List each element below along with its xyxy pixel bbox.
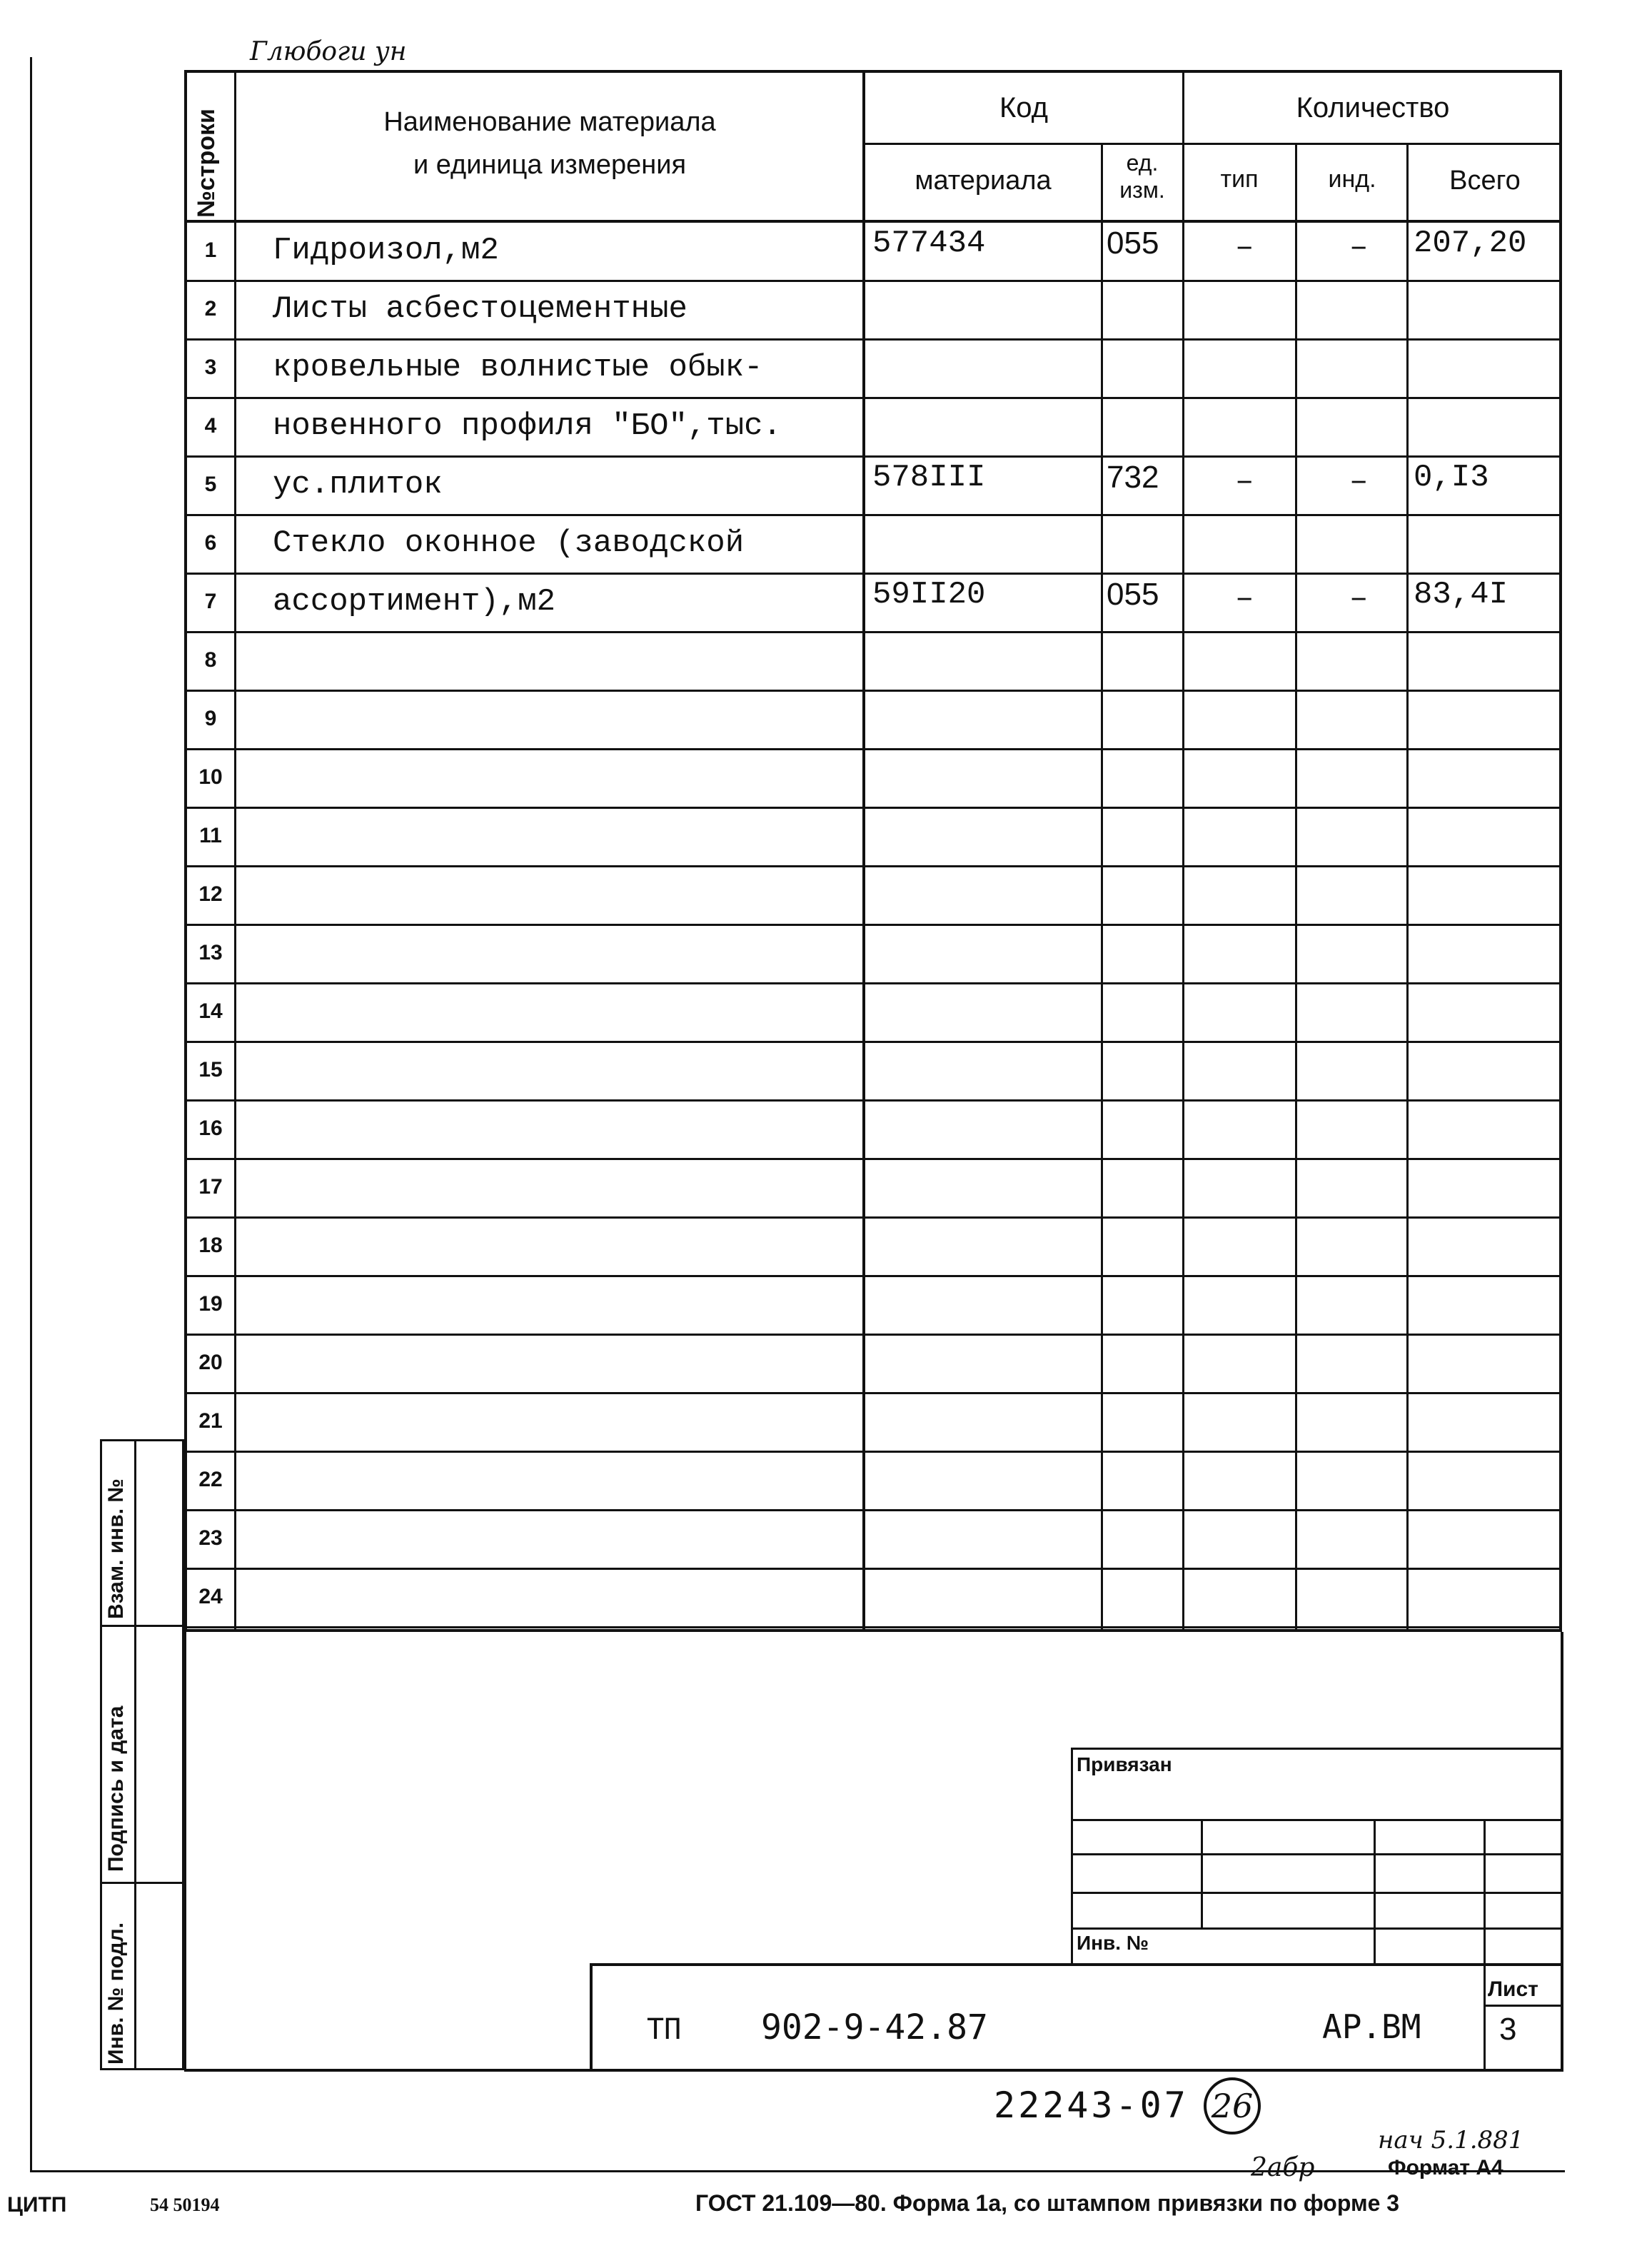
row-divider — [184, 865, 1562, 867]
row-divider — [184, 1275, 1562, 1277]
table-row-type: – — [1235, 464, 1254, 500]
side-stamp-replaced-inv: Взам. инв. № — [104, 1478, 128, 1619]
table-row-ind: – — [1349, 581, 1369, 617]
table-row-number: 14 — [198, 999, 223, 1023]
gost-note: ГОСТ 21.109—80. Форма 1а, со штампом привязки по форме 3 — [695, 2190, 1400, 2216]
attach-row-3 — [1071, 1892, 1562, 1894]
table-row-ind: – — [1349, 464, 1369, 500]
row-divider — [184, 573, 1562, 575]
table-row-unit: 732 — [1107, 460, 1159, 495]
attach-block-top — [1071, 1748, 1562, 1750]
attach-row-4 — [1071, 1927, 1562, 1930]
format-label: Формат А4 — [1388, 2156, 1503, 2179]
code-group-header: Код — [999, 92, 1048, 124]
table-row-number: 18 — [198, 1234, 223, 1257]
row-divider — [184, 807, 1562, 809]
row-divider — [184, 1626, 1562, 1628]
qty-ind-header: инд. — [1328, 166, 1376, 193]
stamp-area-bottom — [184, 2069, 1562, 2072]
side-stamp-inv-orig: Инв. № подл. — [104, 1922, 128, 2065]
col-line-1 — [234, 70, 236, 1632]
table-row-code: 59II20 — [872, 577, 986, 613]
row-number-header: №строки — [193, 109, 220, 218]
table-row-type: – — [1235, 230, 1254, 266]
table-row-code: 578III — [872, 460, 986, 495]
name-header-line2: и единица измерения — [413, 150, 687, 180]
frame-bottom-line — [30, 2170, 1565, 2172]
doc-mark: АР.ВМ — [1322, 2007, 1421, 2046]
row-divider — [184, 1099, 1562, 1102]
sheet-number: 3 — [1499, 2012, 1517, 2047]
table-row-name: кровельные волнистые обык- — [273, 350, 763, 385]
table-row-name: ассортимент),м2 — [273, 584, 556, 620]
table-row-number: 1 — [204, 238, 217, 262]
row-divider — [184, 455, 1562, 458]
row-divider — [184, 1509, 1562, 1511]
table-row-name: Стекло оконное (заводской — [273, 525, 745, 561]
table-row-number: 4 — [204, 414, 217, 438]
attach-col-1 — [1201, 1819, 1203, 1929]
table-row-total: 83,4I — [1414, 577, 1508, 613]
table-row-number: 8 — [204, 648, 217, 672]
table-row-name: Листы асбестоцементные — [273, 291, 687, 327]
table-row-unit: 055 — [1107, 226, 1159, 261]
table-row-name: новенного профиля "БО",тыс. — [273, 408, 782, 444]
table-row-number: 20 — [198, 1351, 223, 1374]
attach-row-1 — [1071, 1819, 1562, 1821]
row-divider — [184, 982, 1562, 984]
row-divider — [184, 514, 1562, 516]
table-row-code: 577434 — [872, 226, 986, 261]
qty-type-header: тип — [1220, 166, 1259, 193]
title-strip-left — [590, 1963, 593, 2070]
table-row-number: 19 — [198, 1292, 223, 1316]
title-strip-top — [590, 1963, 1562, 1966]
side-stamp-sign-date: Подпись и дата — [104, 1705, 128, 1872]
table-row-number: 6 — [204, 531, 217, 555]
code-unit-header-1: ед. — [1126, 150, 1159, 176]
attach-row-2 — [1071, 1853, 1562, 1855]
row-divider — [184, 338, 1562, 341]
table-row-number: 21 — [198, 1409, 223, 1433]
table-row-number: 3 — [204, 356, 217, 379]
attached-label: Привязан — [1077, 1753, 1172, 1775]
col-line-3 — [1101, 143, 1103, 1632]
org-label: ЦИТП — [7, 2193, 67, 2217]
row-divider — [184, 1158, 1562, 1160]
table-row-number: 15 — [198, 1058, 223, 1082]
stamp-area-left — [184, 1632, 186, 2070]
row-divider — [184, 280, 1562, 282]
sheet-label: Лист — [1488, 1977, 1538, 2001]
table-row-number: 22 — [198, 1468, 223, 1491]
table-row-total: 207,20 — [1414, 226, 1527, 261]
table-row-number: 13 — [198, 941, 223, 964]
table-row-number: 2 — [204, 297, 217, 321]
row-divider — [184, 397, 1562, 399]
row-divider — [184, 1334, 1562, 1336]
row-divider — [184, 1568, 1562, 1570]
header-mid-line — [862, 143, 1562, 145]
circled-number-text: 26 — [1211, 2087, 1254, 2125]
circled-number — [1204, 2077, 1261, 2135]
print-number: 54 50194 — [150, 2194, 220, 2215]
table-row-number: 5 — [204, 473, 217, 496]
table-row-number: 10 — [198, 765, 223, 789]
code-material-header: материала — [915, 166, 1052, 196]
col-line-4 — [1182, 70, 1184, 1632]
col-line-2 — [862, 70, 865, 1632]
col-line-6 — [1406, 143, 1409, 1632]
table-row-number: 12 — [198, 882, 223, 906]
side-stamp-h2 — [100, 1882, 184, 1884]
row-divider — [184, 1451, 1562, 1453]
attach-col-3 — [1484, 1819, 1486, 2072]
row-divider — [184, 748, 1562, 750]
table-row-name: Гидроизол,м2 — [273, 233, 499, 268]
name-header-line1: Наименование материала — [383, 107, 716, 137]
top-fragment: Глюбоги ун — [250, 37, 407, 66]
table-row-unit: 055 — [1107, 577, 1159, 612]
table-row-number: 16 — [198, 1117, 223, 1140]
row-divider — [184, 690, 1562, 692]
row-divider — [184, 1392, 1562, 1394]
order-number: 22243-07 — [994, 2085, 1189, 2126]
table-row-ind: – — [1349, 230, 1369, 266]
inv-no-label: Инв. № — [1077, 1932, 1149, 1954]
qty-total-header: Всего — [1449, 166, 1521, 196]
handwritten-note-2: 2абр — [1251, 2153, 1315, 2182]
header-bottom-line — [184, 220, 1562, 223]
code-unit-header-2: изм. — [1119, 177, 1165, 203]
table-row-type: – — [1235, 581, 1254, 617]
table-row-number: 24 — [198, 1585, 223, 1608]
table-row-number: 11 — [199, 824, 222, 847]
col-line-5 — [1295, 143, 1297, 1632]
table-row-number: 17 — [198, 1175, 223, 1199]
table-row-number: 23 — [198, 1526, 223, 1550]
side-stamp-h1 — [100, 1625, 184, 1627]
row-divider — [184, 924, 1562, 926]
row-divider — [184, 1041, 1562, 1043]
attach-col-2 — [1374, 1819, 1376, 1963]
tp-label: ТП — [647, 2013, 682, 2046]
qty-group-header: Количество — [1296, 92, 1450, 124]
frame-left-line — [30, 57, 32, 2170]
table-row-total: 0,I3 — [1414, 460, 1489, 495]
table-row-number: 7 — [204, 590, 217, 613]
row-divider — [184, 1216, 1562, 1219]
row-divider — [184, 631, 1562, 633]
table-row-name: ус.плиток — [273, 467, 443, 503]
side-stamp-divider — [134, 1439, 136, 2070]
sheet-label-divider — [1484, 2005, 1562, 2007]
attach-block-left — [1071, 1748, 1073, 1963]
project-code: 902-9-42.87 — [761, 2007, 988, 2047]
handwritten-note-1: нач 5.1.881 — [1378, 2126, 1524, 2154]
table-row-number: 9 — [204, 707, 217, 730]
